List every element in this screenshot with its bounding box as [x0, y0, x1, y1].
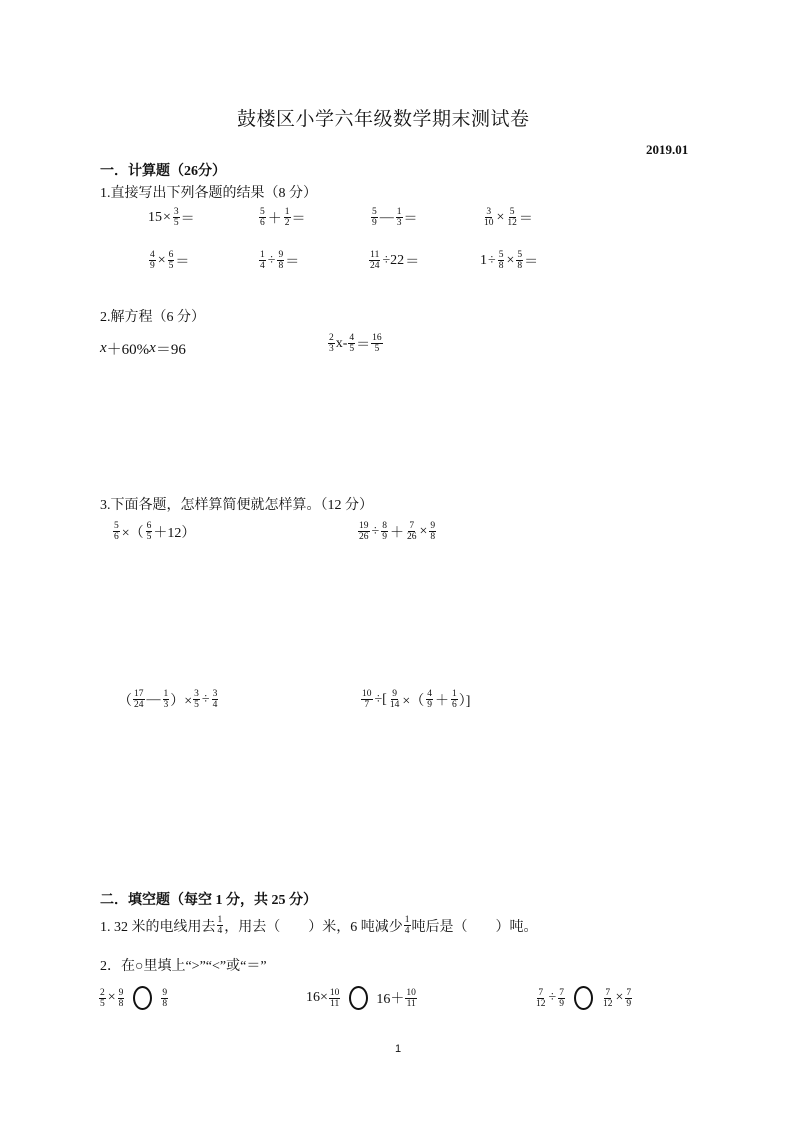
numerator: 9	[392, 689, 397, 699]
denominator: 8	[278, 261, 284, 271]
denominator: 5	[146, 532, 152, 542]
operator: ÷22	[382, 252, 405, 268]
question-text: 1. 32 米的电线用去	[100, 919, 216, 935]
fraction	[163, 689, 170, 710]
numerator: 1	[260, 250, 265, 260]
fraction	[506, 207, 518, 228]
equals-sign: ＝	[175, 254, 190, 270]
compare-blank-circle[interactable]	[349, 986, 368, 1010]
fraction	[381, 521, 388, 542]
operator: ÷	[488, 252, 496, 268]
denominator: 9	[559, 998, 564, 1009]
denominator: 11	[406, 998, 416, 1009]
numerator: 6	[146, 521, 152, 531]
numerator: 10	[406, 987, 416, 998]
oral-item-3	[370, 207, 418, 228]
open-paren: （	[118, 693, 132, 709]
equals-sign: ＝	[518, 211, 533, 227]
fraction	[113, 521, 120, 542]
expression-left: 16×	[306, 990, 328, 1005]
numerator: 7	[538, 987, 544, 998]
close-paren: ）×	[170, 693, 193, 709]
operator: ÷	[201, 691, 210, 707]
numerator: 17	[134, 689, 144, 699]
equals-sign: ＝	[291, 211, 306, 227]
numerator: 1	[404, 915, 410, 925]
compare-item-1	[98, 986, 169, 1010]
oral-item-7	[368, 250, 419, 271]
equation-middle: x-	[335, 335, 348, 351]
denominator: 11	[330, 998, 340, 1009]
numerator: 5	[260, 207, 265, 217]
operator: ＋	[435, 693, 450, 709]
fraction	[371, 207, 378, 228]
numerator: 9	[162, 987, 168, 998]
fraction	[361, 689, 373, 710]
numerator: 1	[284, 207, 290, 217]
oral-item-6	[258, 250, 299, 271]
operator: ×	[419, 523, 428, 539]
denominator: 8	[430, 532, 436, 542]
numerator: 6	[168, 250, 174, 260]
simplify-item-4	[360, 689, 470, 710]
numerator: 10	[329, 987, 340, 998]
fraction	[118, 988, 125, 1009]
question-text: 吨后是（ ）吨。	[411, 919, 538, 935]
oral-item-1	[148, 207, 195, 228]
denominator: 24	[370, 261, 380, 271]
numerator: 16	[372, 333, 382, 343]
numerator: 2	[329, 333, 334, 343]
operator: ÷	[267, 252, 276, 268]
compare-item-2	[306, 986, 418, 1010]
operator: ×	[107, 990, 116, 1005]
denominator: 14	[389, 700, 400, 710]
operator: ＋	[267, 211, 282, 227]
oral-item-4	[482, 207, 533, 228]
numerator: 5	[114, 521, 119, 531]
simplify-item-1	[112, 521, 195, 542]
denominator: 3	[396, 218, 402, 228]
fraction	[516, 250, 523, 271]
fraction	[483, 207, 495, 228]
denominator: 9	[382, 532, 387, 542]
fraction	[358, 521, 370, 542]
denominator: 9	[427, 700, 433, 710]
denominator: 9	[372, 218, 377, 228]
fraction	[259, 207, 266, 228]
numerator: 9	[278, 250, 284, 260]
equals-sign: ＝	[405, 254, 420, 270]
numerator: 3	[173, 207, 179, 217]
numerator: 3	[212, 689, 218, 699]
compare-blank-circle[interactable]	[574, 986, 593, 1010]
question-text: ，用去（ ）米，6 吨减少	[224, 919, 403, 935]
numerator: 4	[150, 250, 155, 260]
numerator: 1	[163, 689, 169, 699]
fraction	[369, 250, 381, 271]
compare-item-3	[534, 986, 633, 1010]
expression-right: 16＋	[376, 992, 405, 1007]
denominator: 12	[536, 998, 546, 1009]
equation-2	[327, 333, 384, 354]
fraction	[277, 250, 284, 271]
fraction	[168, 250, 175, 271]
fraction	[451, 689, 458, 710]
fraction	[429, 521, 436, 542]
fraction	[161, 988, 168, 1009]
fraction	[146, 521, 153, 542]
fraction	[404, 915, 411, 936]
operator: ×	[163, 209, 171, 225]
denominator: 12	[602, 998, 613, 1009]
simplify-item-3	[118, 689, 219, 710]
numerator: 5	[498, 250, 504, 260]
fraction	[212, 689, 219, 710]
operator: —	[379, 209, 394, 225]
equals-sign: ＝	[285, 254, 300, 270]
operator: ×	[496, 209, 505, 225]
fraction	[389, 689, 401, 710]
numerator: 3	[486, 207, 492, 217]
operator: ÷	[548, 990, 557, 1005]
denominator: 9	[150, 261, 155, 271]
equals-sign: ＝	[403, 211, 418, 227]
denominator: 24	[134, 700, 144, 710]
denominator: 5	[168, 261, 174, 271]
numerator: 1	[217, 915, 223, 925]
operator: ÷	[371, 523, 380, 539]
fill-question-1	[100, 915, 538, 936]
simplify-item-2	[357, 521, 437, 542]
operator: ×	[615, 990, 624, 1005]
fraction	[396, 207, 403, 228]
numerator: 7	[559, 987, 564, 998]
question-3-label: 3.下面各题，怎样算简便就怎样算。（12 分）	[100, 498, 373, 513]
numerator: 11	[370, 250, 380, 260]
equals-sign: ＝	[180, 211, 195, 227]
numerator: 9	[118, 987, 124, 998]
denominator: 3	[163, 700, 169, 710]
denominator: 6	[260, 218, 265, 228]
numerator: 1	[396, 207, 402, 217]
section-heading-fill-blank: 二．填空题（每空 1 分，共 25 分）	[100, 893, 317, 908]
fraction	[348, 333, 355, 354]
denominator: 4	[217, 926, 223, 936]
fraction	[99, 988, 106, 1009]
exam-date: 2019.01	[646, 142, 689, 157]
oral-item-2	[258, 207, 306, 228]
whole-number: 1	[480, 252, 487, 268]
section-heading-calculation: 一．计算题（26分）	[100, 164, 226, 179]
fraction	[558, 988, 565, 1009]
whole-number: 15	[148, 209, 162, 225]
denominator: 5	[173, 218, 179, 228]
fraction	[284, 207, 291, 228]
denominator: 5	[100, 998, 105, 1009]
page-title: 鼓楼区小学六年级数学期末测试卷	[237, 109, 530, 130]
variable-x: x	[100, 340, 107, 356]
denominator: 10	[484, 218, 494, 228]
denominator: 8	[162, 998, 168, 1009]
denominator: 8	[498, 261, 504, 271]
fraction	[328, 333, 335, 354]
fraction	[329, 988, 341, 1009]
numerator: 7	[409, 521, 415, 531]
numerator: 5	[372, 207, 377, 217]
numerator: 5	[509, 207, 515, 217]
page-number: 1	[395, 1043, 402, 1055]
question-1-label: 1.直接写出下列各题的结果（8 分）	[100, 186, 317, 201]
equation-1	[100, 338, 186, 359]
fraction	[193, 689, 200, 710]
numerator: 8	[382, 521, 387, 531]
question-2-label: 2.解方程（6 分）	[100, 310, 205, 325]
operator: —	[146, 691, 161, 707]
denominator: 26	[406, 532, 417, 542]
variable-x: x	[149, 340, 156, 356]
numerator: 1	[452, 689, 457, 699]
operator: ×（	[402, 693, 425, 709]
numerator: 7	[605, 987, 611, 998]
numerator: 4	[349, 333, 355, 343]
fraction	[173, 207, 180, 228]
fraction	[602, 988, 614, 1009]
operator: ＋	[389, 525, 404, 541]
denominator: 6	[452, 700, 457, 710]
fraction	[405, 988, 417, 1009]
numerator: 7	[626, 987, 632, 998]
equals-sign: ＝	[524, 254, 539, 270]
denominator: 12	[507, 218, 517, 228]
denominator: 8	[118, 998, 124, 1009]
fraction	[426, 689, 433, 710]
fraction	[371, 333, 383, 354]
equation-rhs: ＝96	[155, 342, 186, 358]
close-bracket: ）]	[458, 693, 471, 709]
numerator: 4	[427, 689, 433, 699]
numerator: 5	[517, 250, 523, 260]
numerator: 2	[100, 987, 105, 998]
denominator: 3	[329, 344, 334, 354]
fraction	[259, 250, 266, 271]
denominator: 26	[359, 532, 369, 542]
expression-tail: ＋12）	[153, 525, 196, 541]
denominator: 4	[212, 700, 218, 710]
fraction	[625, 988, 632, 1009]
denominator: 5	[349, 344, 355, 354]
operator: ÷[	[374, 691, 387, 707]
compare-blank-circle[interactable]	[133, 986, 152, 1010]
denominator: 5	[194, 700, 199, 710]
denominator: 4	[404, 926, 410, 936]
fill-question-2-label: 2．在○里填上“>”“<”或“＝”	[100, 959, 267, 974]
fraction	[133, 689, 145, 710]
fraction	[217, 915, 224, 936]
numerator: 3	[194, 689, 199, 699]
equation-middle: ＋60%	[106, 342, 150, 358]
denominator: 8	[517, 261, 523, 271]
oral-item-5	[148, 250, 189, 271]
denominator: 4	[260, 261, 265, 271]
denominator: 5	[374, 344, 380, 354]
denominator: 6	[114, 532, 119, 542]
numerator: 19	[359, 521, 369, 531]
fraction	[149, 250, 156, 271]
operator: ×	[506, 252, 515, 268]
fraction	[535, 988, 547, 1009]
denominator: 2	[284, 218, 290, 228]
operator: ×	[157, 252, 166, 268]
numerator: 9	[430, 521, 436, 531]
numerator: 10	[362, 689, 372, 699]
fraction	[406, 521, 418, 542]
denominator: 9	[626, 998, 632, 1009]
fraction	[498, 250, 505, 271]
operator: ×（	[121, 525, 144, 541]
equals-sign: ＝	[356, 337, 371, 353]
denominator: 7	[364, 700, 370, 710]
oral-item-8	[480, 250, 538, 271]
